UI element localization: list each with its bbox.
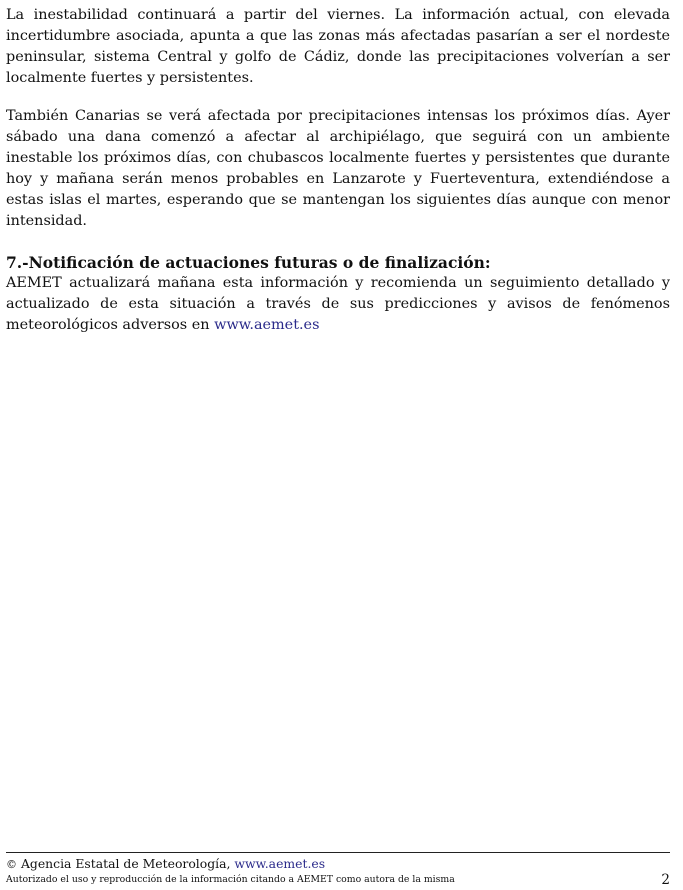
paragraph-canarias: También Canarias se verá afectada por precipitaciones intensas los próximos días. Ayer sábado una dana comenzó a afectar al archipiélago, que seguirá con un ambiente inestable los próximos días, con chubascos localmente fuertes y persistentes que durante hoy y mañana serán menos probables en Lanzarote y Fuerteventura, extendiéndose a estas islas el martes, esperando que se mantengan los siguientes días aunque con menor intensidad. (6, 108, 670, 229)
page-footer (6, 852, 670, 887)
document-page (6, 5, 670, 336)
paragraph-instability: La inestabilidad continuará a partir del viernes. La información actual, con elevada incertidumbre asociada, apunta a que las zonas más afectadas pasarían a ser el nordeste peninsular, sistema Central y golfo de Cádiz, donde las precipitaciones volverían a ser localmente fuertes y persistentes. (6, 7, 670, 86)
section-body (6, 273, 670, 336)
page-number: 2 (661, 872, 670, 888)
footer-agency: Agencia Estatal de Meteorología, (20, 856, 231, 871)
footer-aemet-link[interactable]: www.aemet.es (234, 856, 326, 871)
footer-notice: Autorizado el uso y reproducción de la información citando a AEMET como autora de la misma (6, 874, 455, 885)
copyright-icon: © (6, 858, 17, 871)
section-heading: 7.-Notificación de actuaciones futuras o de finalización: (6, 253, 491, 272)
aemet-link[interactable]: www.aemet.es (214, 317, 320, 333)
section-body-text: AEMET actualizará mañana esta información y recomienda un seguimiento detallado y actualizado de esta situación a través de sus predicciones y avisos de fenómenos meteorológicos adversos en (6, 275, 670, 333)
footer-credit (6, 856, 670, 873)
